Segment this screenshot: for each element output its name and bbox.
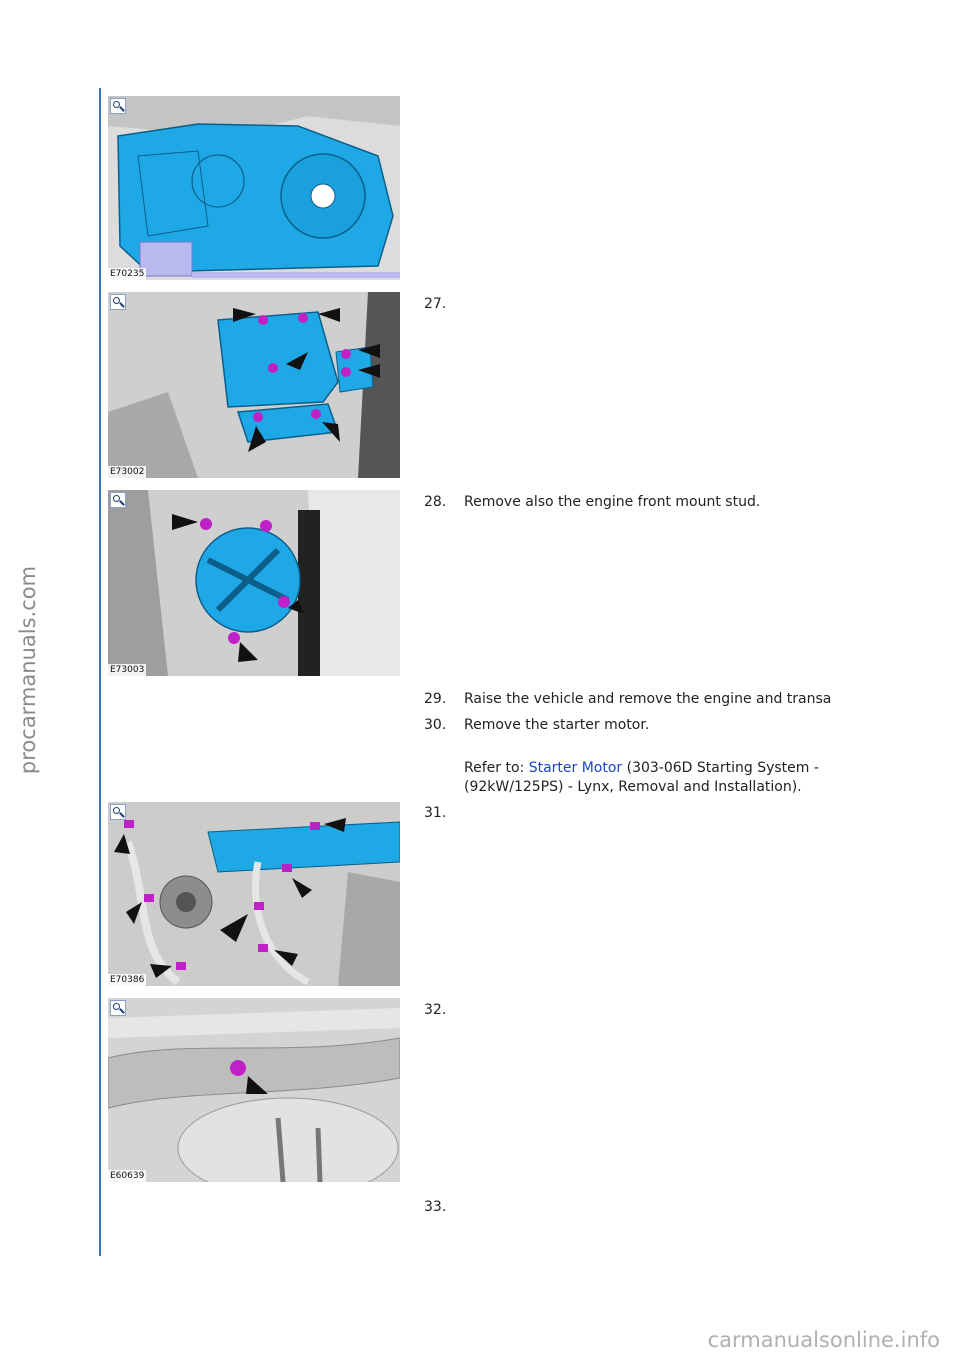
step-number: 29. [424,691,447,707]
figure-illustration [108,292,400,478]
zoom-icon[interactable] [110,1000,126,1016]
reference-note [464,759,884,797]
figure-transmission-housing [108,96,400,280]
zoom-icon[interactable] [110,804,126,820]
side-watermark: procarmanuals.com [16,565,40,775]
step-number: 28. [424,494,447,510]
figure-code: E70235 [110,269,145,279]
figure-engine-front-mount [108,490,400,676]
left-margin-rule [99,88,101,1256]
zoom-icon[interactable] [110,98,126,114]
step-number: 31. [424,805,447,821]
figure-code: E70386 [110,975,145,985]
step-text: Raise the vehicle and remove the engine and transa [464,691,832,707]
figure-engine-mount-bracket [108,292,400,478]
footer-watermark: carmanualsonline.info [707,1328,940,1352]
step-number: 27. [424,296,447,312]
step-29 [424,690,872,709]
figure-code: E73003 [110,665,145,675]
figure-illustration [108,490,400,676]
zoom-icon[interactable] [110,492,126,508]
step-text: Remove also the engine front mount stud. [464,494,761,510]
reference-line-1 [464,759,884,778]
step-text: Remove the starter motor. [464,717,650,733]
reference-suffix: (303-06D Starting System - [622,760,819,776]
step-number: 30. [424,717,447,733]
step-number: 33. [424,1199,447,1215]
figure-wiring-harness-clips [108,802,400,986]
figure-illustration [108,96,400,280]
step-number: 32. [424,1002,447,1018]
figure-code: E73002 [110,467,145,477]
reference-line-2: (92kW/125PS) - Lynx, Removal and Installation). [464,779,802,795]
figure-code: E60639 [110,1171,145,1181]
figure-illustration [108,802,400,986]
figure-illustration [108,998,400,1182]
reference-prefix: Refer to: [464,760,529,776]
starter-motor-link[interactable]: Starter Motor [528,760,623,776]
zoom-icon[interactable] [110,294,126,310]
figure-ground-bolt [108,998,400,1182]
